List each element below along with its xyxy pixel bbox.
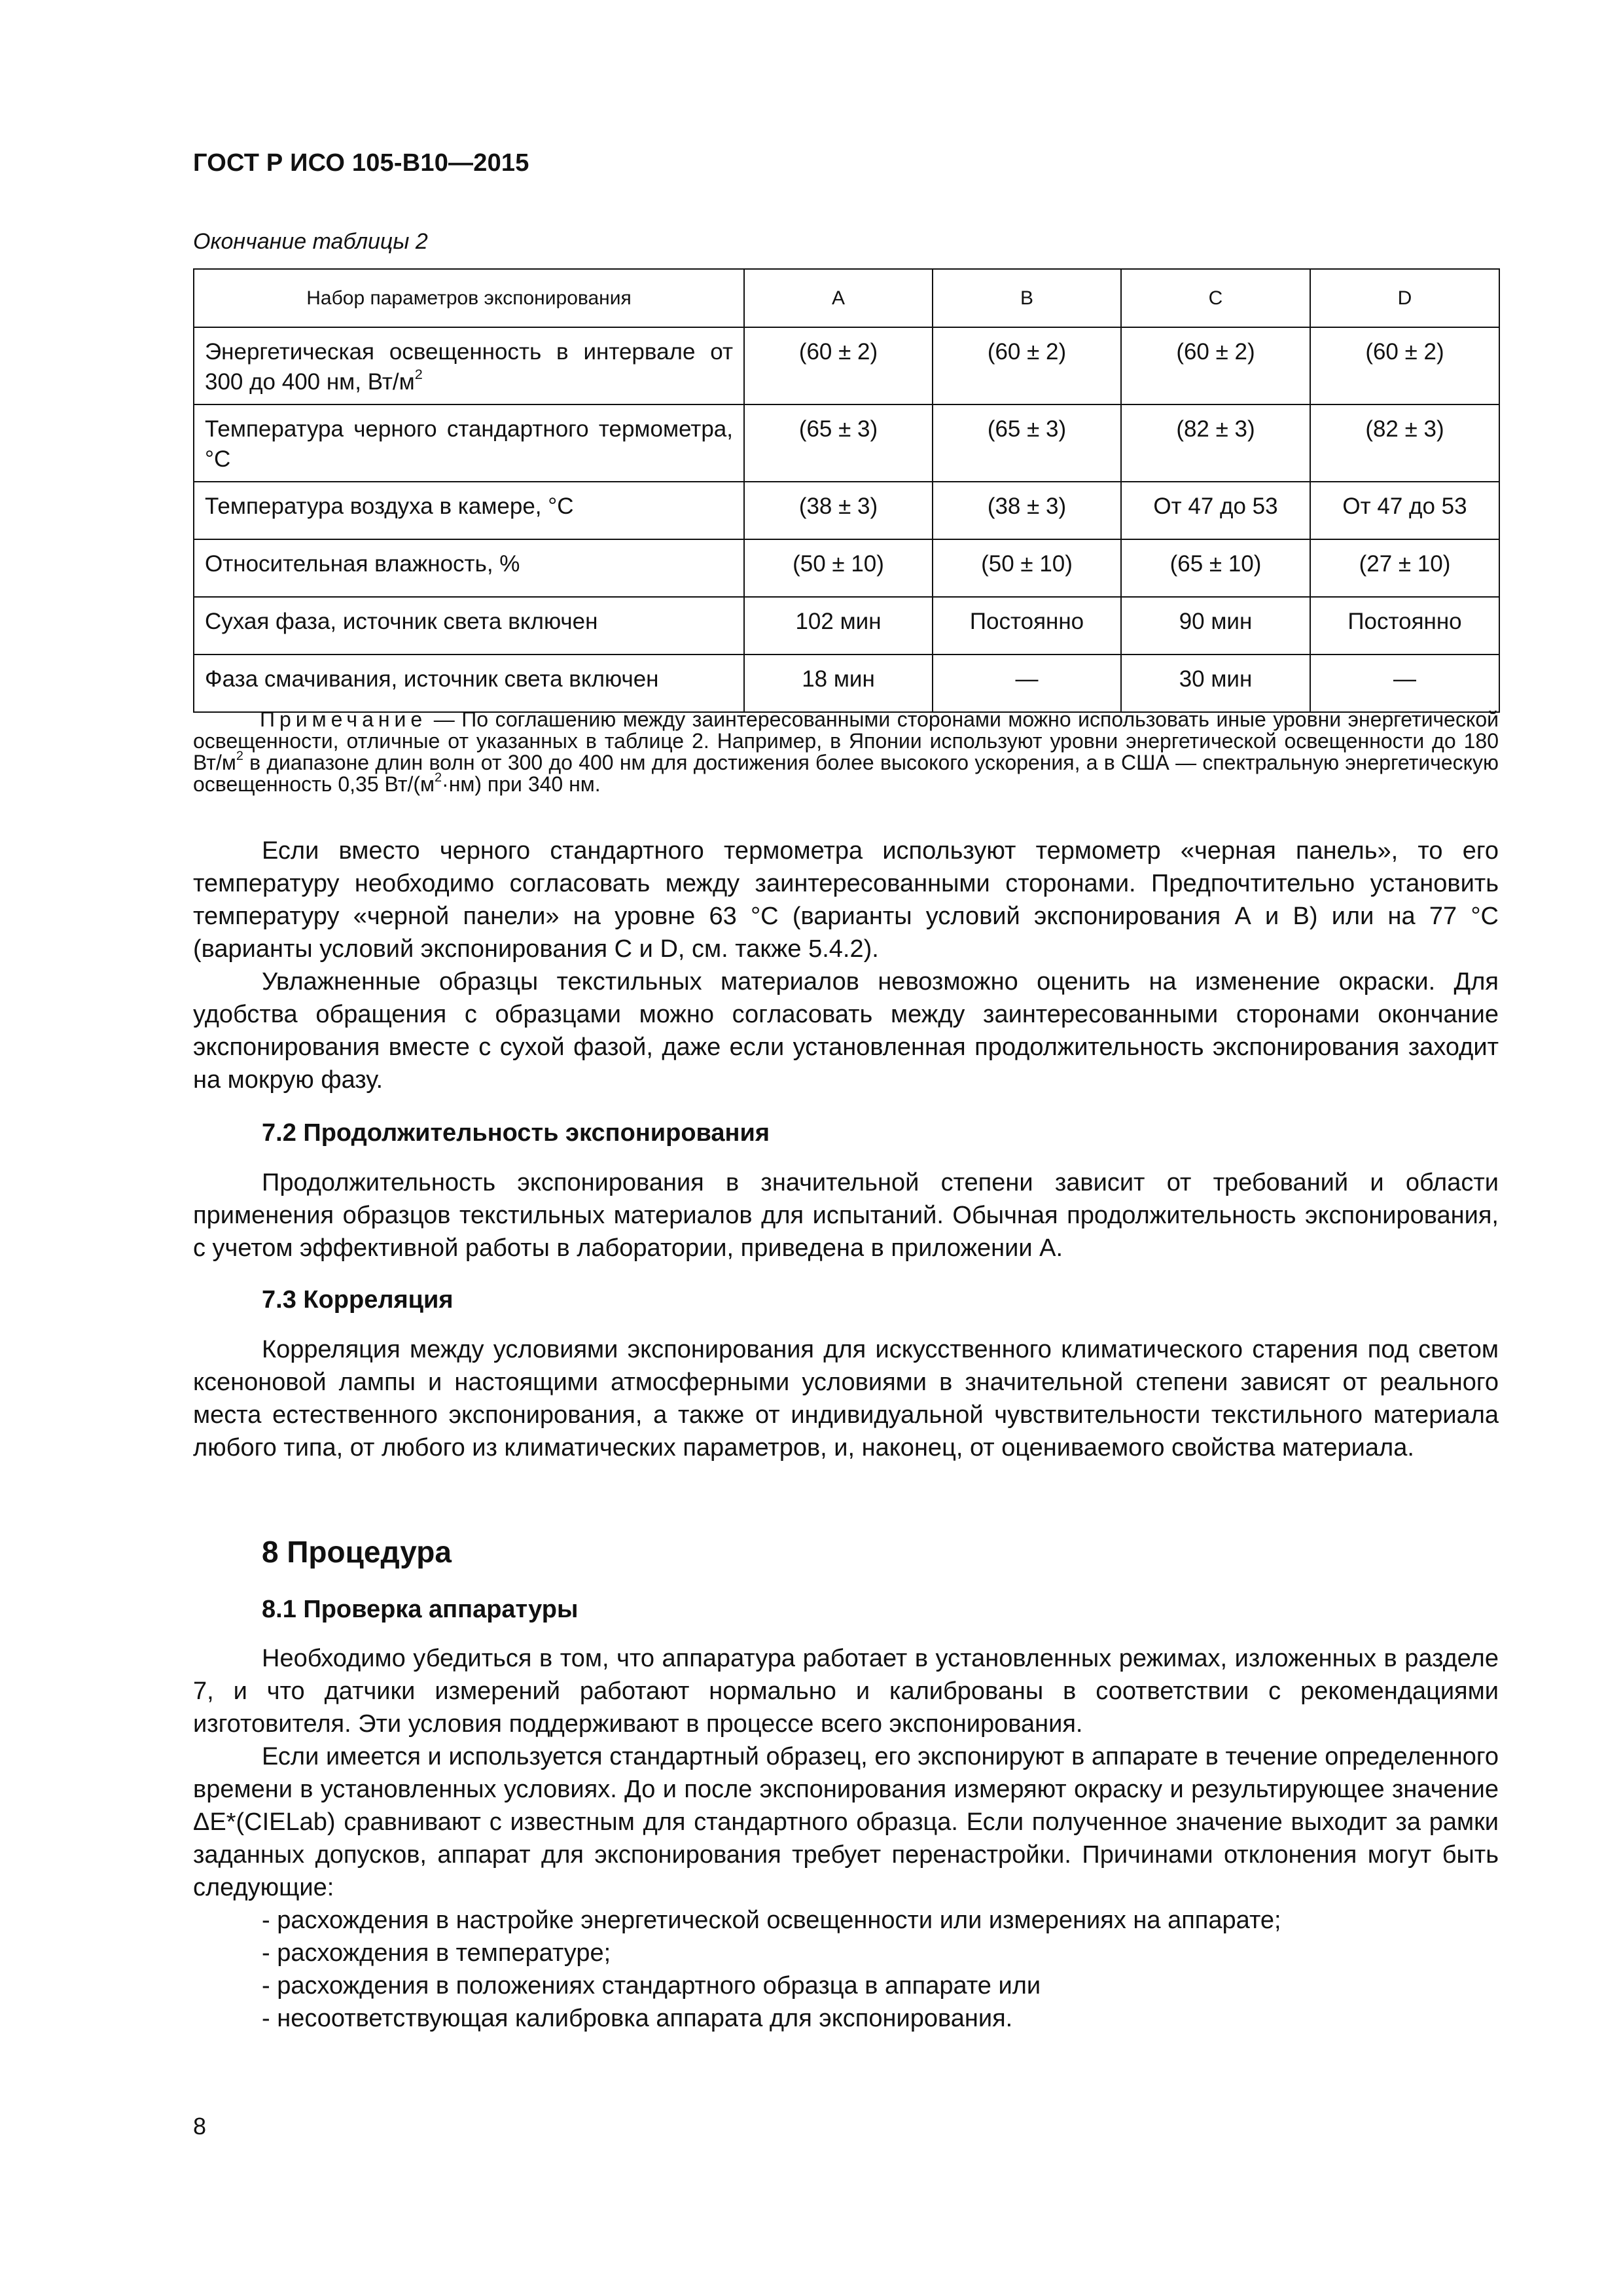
table-row [194,327,1499,404]
table-header-row [194,269,1499,327]
value-cell: (38 ± 3) [744,482,933,539]
section-7-3-text [193,1333,1499,1464]
section-7-2-text [193,1166,1499,1265]
column-header: В [933,269,1121,327]
page-number: 8 [193,2113,207,2140]
list-item: - расхождения в настройке энергетической освещенности или измерениях на аппарате; [262,1907,1281,1934]
value-cell: От 47 до 53 [1310,482,1499,539]
paragraph-text: Корреляция между условиями экспонирования для искусственного климатического старения под светом ксеноновой лампы и настоящими атмосферными условиями в значительной степени зависят от реального места естественного экспонирования, а также от индивидуальной чувствительности текстильного материала любого типа, от любого из климатических параметров, и, наконец, от оцениваемого свойства материала. [193,1336,1499,1462]
exposure-parameters-table [193,268,1500,713]
column-header: А [744,269,933,327]
column-header: Набор параметров экспонирования [194,269,744,327]
column-header: D [1310,269,1499,327]
paragraph-text: Увлажненные образцы текстильных материалов невозможно оценить на изменение окраски. Для удобства обращения с образцами можно согласовать между заинтересованными сторонами окончание экспонирования вместе с сухой фазой, даже если установленная продолжительность экспонирования заходит на мокрую фазу. [193,968,1499,1094]
value-cell: (65 ± 3) [933,404,1121,482]
paragraph-black-panel [193,834,1499,965]
table-row [194,597,1499,655]
param-cell: Сухая фаза, источник света включен [194,597,744,655]
section-8-1-text [193,1642,1499,1904]
param-cell: Фаза смачивания, источник света включен [194,655,744,712]
value-cell: (27 ± 10) [1310,539,1499,597]
section-heading-8-1: 8.1 Проверка аппаратуры [262,1596,579,1623]
value-cell: (65 ± 3) [744,404,933,482]
table-caption: Окончание таблицы 2 [193,229,428,254]
value-cell: (65 ± 10) [1121,539,1310,597]
param-cell: Температура воздуха в камере, °С [194,482,744,539]
paragraph-wet-samples [193,965,1499,1096]
note-text: в диапазоне длин волн от 300 до 400 нм для достижения более высокого ускорения, а в США — спектральную энергетическую освещенность 0,35 Вт/(м [193,751,1499,796]
document-header: ГОСТ Р ИСО 105-B10—2015 [193,149,529,177]
value-cell: От 47 до 53 [1121,482,1310,539]
value-cell: Постоянно [1310,597,1499,655]
paragraph-text: Если имеется и используется стандартный образец, его экспонируют в аппарате в течение определенного времени в установленных условиях. До и после экспонирования измеряют окраску и результирующее значение ΔE*(CIELab) сравнивают с известным для стандартного образца. Если полученное значение выходит за рамки заданных допусков, аппарат для экспонирования требует перенастройки. Причинами отклонения могут быть следующие: [193,1743,1499,1901]
value-cell: (38 ± 3) [933,482,1121,539]
value-cell: (82 ± 3) [1121,404,1310,482]
param-cell [194,327,744,404]
value-cell: — [933,655,1121,712]
value-cell: (60 ± 2) [1310,327,1499,404]
value-cell: Постоянно [933,597,1121,655]
value-cell: 30 мин [1121,655,1310,712]
list-item: - несоответствующая калибровка аппарата для экспонирования. [262,2005,1013,2032]
list-item: - расхождения в положениях стандартного образца в аппарате или [262,1972,1041,2000]
value-cell: (50 ± 10) [933,539,1121,597]
value-cell: 18 мин [744,655,933,712]
table-row [194,539,1499,597]
section-heading-7-2: 7.2 Продолжительность экспонирования [262,1119,770,1147]
note-label: Примечание [260,708,427,731]
paragraph-text: Продолжительность экспонирования в значительной степени зависит от требований и области применения образцов текстильных материалов для испытаний. Обычная продолжительность экспонирования, с учетом эффективной работы в лаборатории, приведена в приложении А. [193,1169,1499,1262]
value-cell: 90 мин [1121,597,1310,655]
section-heading-8: 8 Процедура [262,1535,452,1569]
value-cell: (82 ± 3) [1310,404,1499,482]
note-superscript: 2 [435,770,442,785]
table-row [194,482,1499,539]
paragraph-text: Необходимо убедиться в том, что аппаратура работает в установленных режимах, изложенных в разделе 7, и что датчики измерений работают нормально и калиброваны в соответствии с рекомендациями изготовителя. Эти условия поддерживают в процессе всего экспонирования. [193,1645,1499,1738]
deviation-causes-list [193,1904,1499,2035]
table-row [194,655,1499,712]
value-cell: (60 ± 2) [1121,327,1310,404]
section-heading-7-3: 7.3 Корреляция [262,1286,454,1314]
column-header: С [1121,269,1310,327]
list-item: - расхождения в температуре; [262,1939,611,1967]
value-cell: (60 ± 2) [744,327,933,404]
note-superscript: 2 [236,749,243,764]
table-note [193,709,1499,795]
value-cell: 102 мин [744,597,933,655]
note-text: ·нм) при 340 нм. [442,772,601,796]
note-text: — По соглашению между заинтересованными сторонами можно использовать иные уровни энергетической освещенности, отличные от указанных в таблице 2. Например, в Японии используют уровни энергетической освещенности до 180 Вт/м [193,708,1499,774]
param-cell: Относительная влажность, % [194,539,744,597]
value-cell: (50 ± 10) [744,539,933,597]
param-superscript: 2 [414,366,423,383]
table-row [194,404,1499,482]
param-cell: Температура черного стандартного термометра, °С [194,404,744,482]
value-cell: (60 ± 2) [933,327,1121,404]
paragraph-text: Если вместо черного стандартного термометра используют термометр «черная панель», то его температуру необходимо согласовать между заинтересованными сторонами. Предпочтительно установить температуру «черной панели» на уровне 63 °С (варианты условий экспонирования А и В) или на 77 °С (варианты условий экспонирования С и D, см. также 5.4.2). [193,837,1499,963]
param-text: Энергетическая освещенность в интервале от 300 до 400 нм, Вт/м [205,339,733,395]
value-cell: — [1310,655,1499,712]
